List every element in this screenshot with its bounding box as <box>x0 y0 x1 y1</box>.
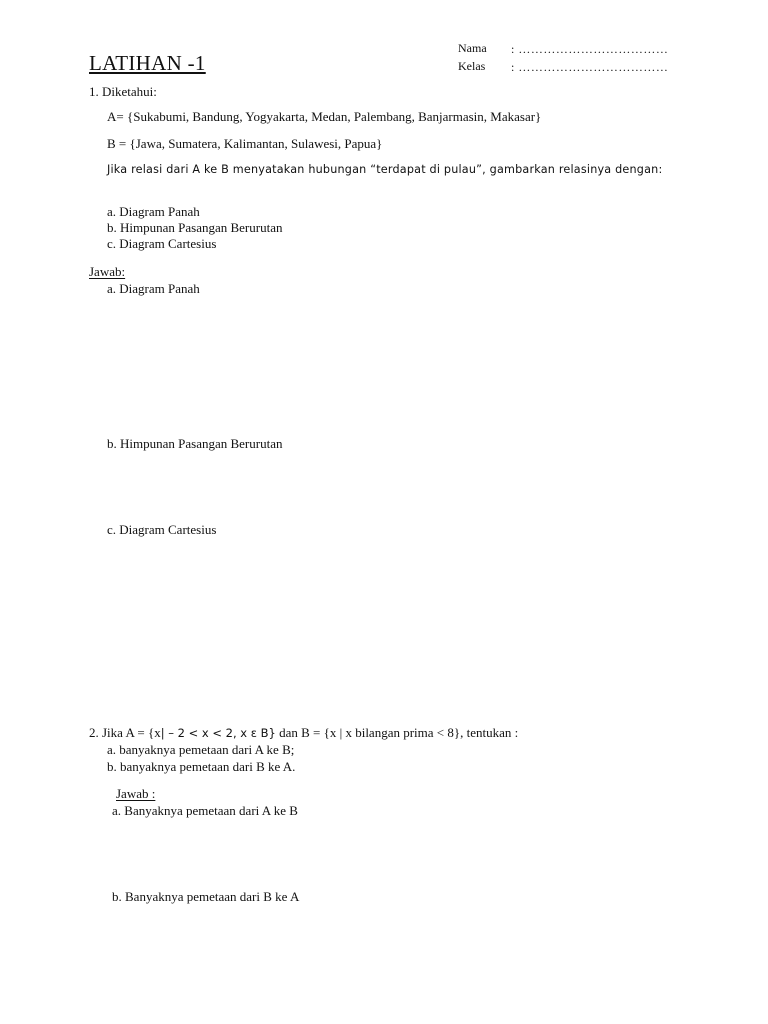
question-1-heading: 1. Diketahui: <box>89 84 157 99</box>
question-2-condition: | – 2 < x < 2, x ε B} <box>160 726 276 740</box>
answer-b-heading: b. Himpunan Pasangan Berurutan <box>107 436 283 451</box>
class-label: Kelas <box>458 59 486 73</box>
option-a: a. Diagram Panah <box>107 204 200 219</box>
answer-label-1: Jawab: <box>89 264 126 279</box>
name-label: Nama <box>458 41 487 55</box>
question-2-stem <box>89 725 518 741</box>
option-c: c. Diagram Cartesius <box>107 236 217 251</box>
question-2-part-a: a. banyaknya pemetaan dari A ke B; <box>107 742 295 757</box>
page-title: LATIHAN -1 <box>89 51 206 75</box>
answer-2a-heading: a. Banyaknya pemetaan dari A ke B <box>112 803 298 818</box>
answer-2b-heading: b. Banyaknya pemetaan dari B ke A <box>112 889 300 904</box>
question-2-part-b: b. banyaknya pemetaan dari B ke A. <box>107 759 296 774</box>
class-fill-line: : ……………………………… <box>511 60 669 74</box>
name-fill-line: : ……………………………… <box>511 42 669 56</box>
option-b: b. Himpunan Pasangan Berurutan <box>107 220 283 235</box>
answer-a-heading: a. Diagram Panah <box>107 281 200 296</box>
question-2-stem-suffix: dan B = {x | x bilangan prima < 8}, tentukan : <box>275 725 519 740</box>
answer-label-2: Jawab : <box>116 786 156 801</box>
answer-c-heading: c. Diagram Cartesius <box>107 522 217 537</box>
question-1-instruction: Jika relasi dari A ke B menyatakan hubungan “terdapat di pulau”, gambarkan relasinya dengan: <box>107 163 663 176</box>
question-2-stem-prefix: 2. Jika A = {x <box>89 725 161 740</box>
set-a-definition: A= {Sukabumi, Bandung, Yogyakarta, Medan, Palembang, Banjarmasin, Makasar} <box>107 109 542 124</box>
set-b-definition: B = {Jawa, Sumatera, Kalimantan, Sulawesi, Papua} <box>107 136 383 151</box>
